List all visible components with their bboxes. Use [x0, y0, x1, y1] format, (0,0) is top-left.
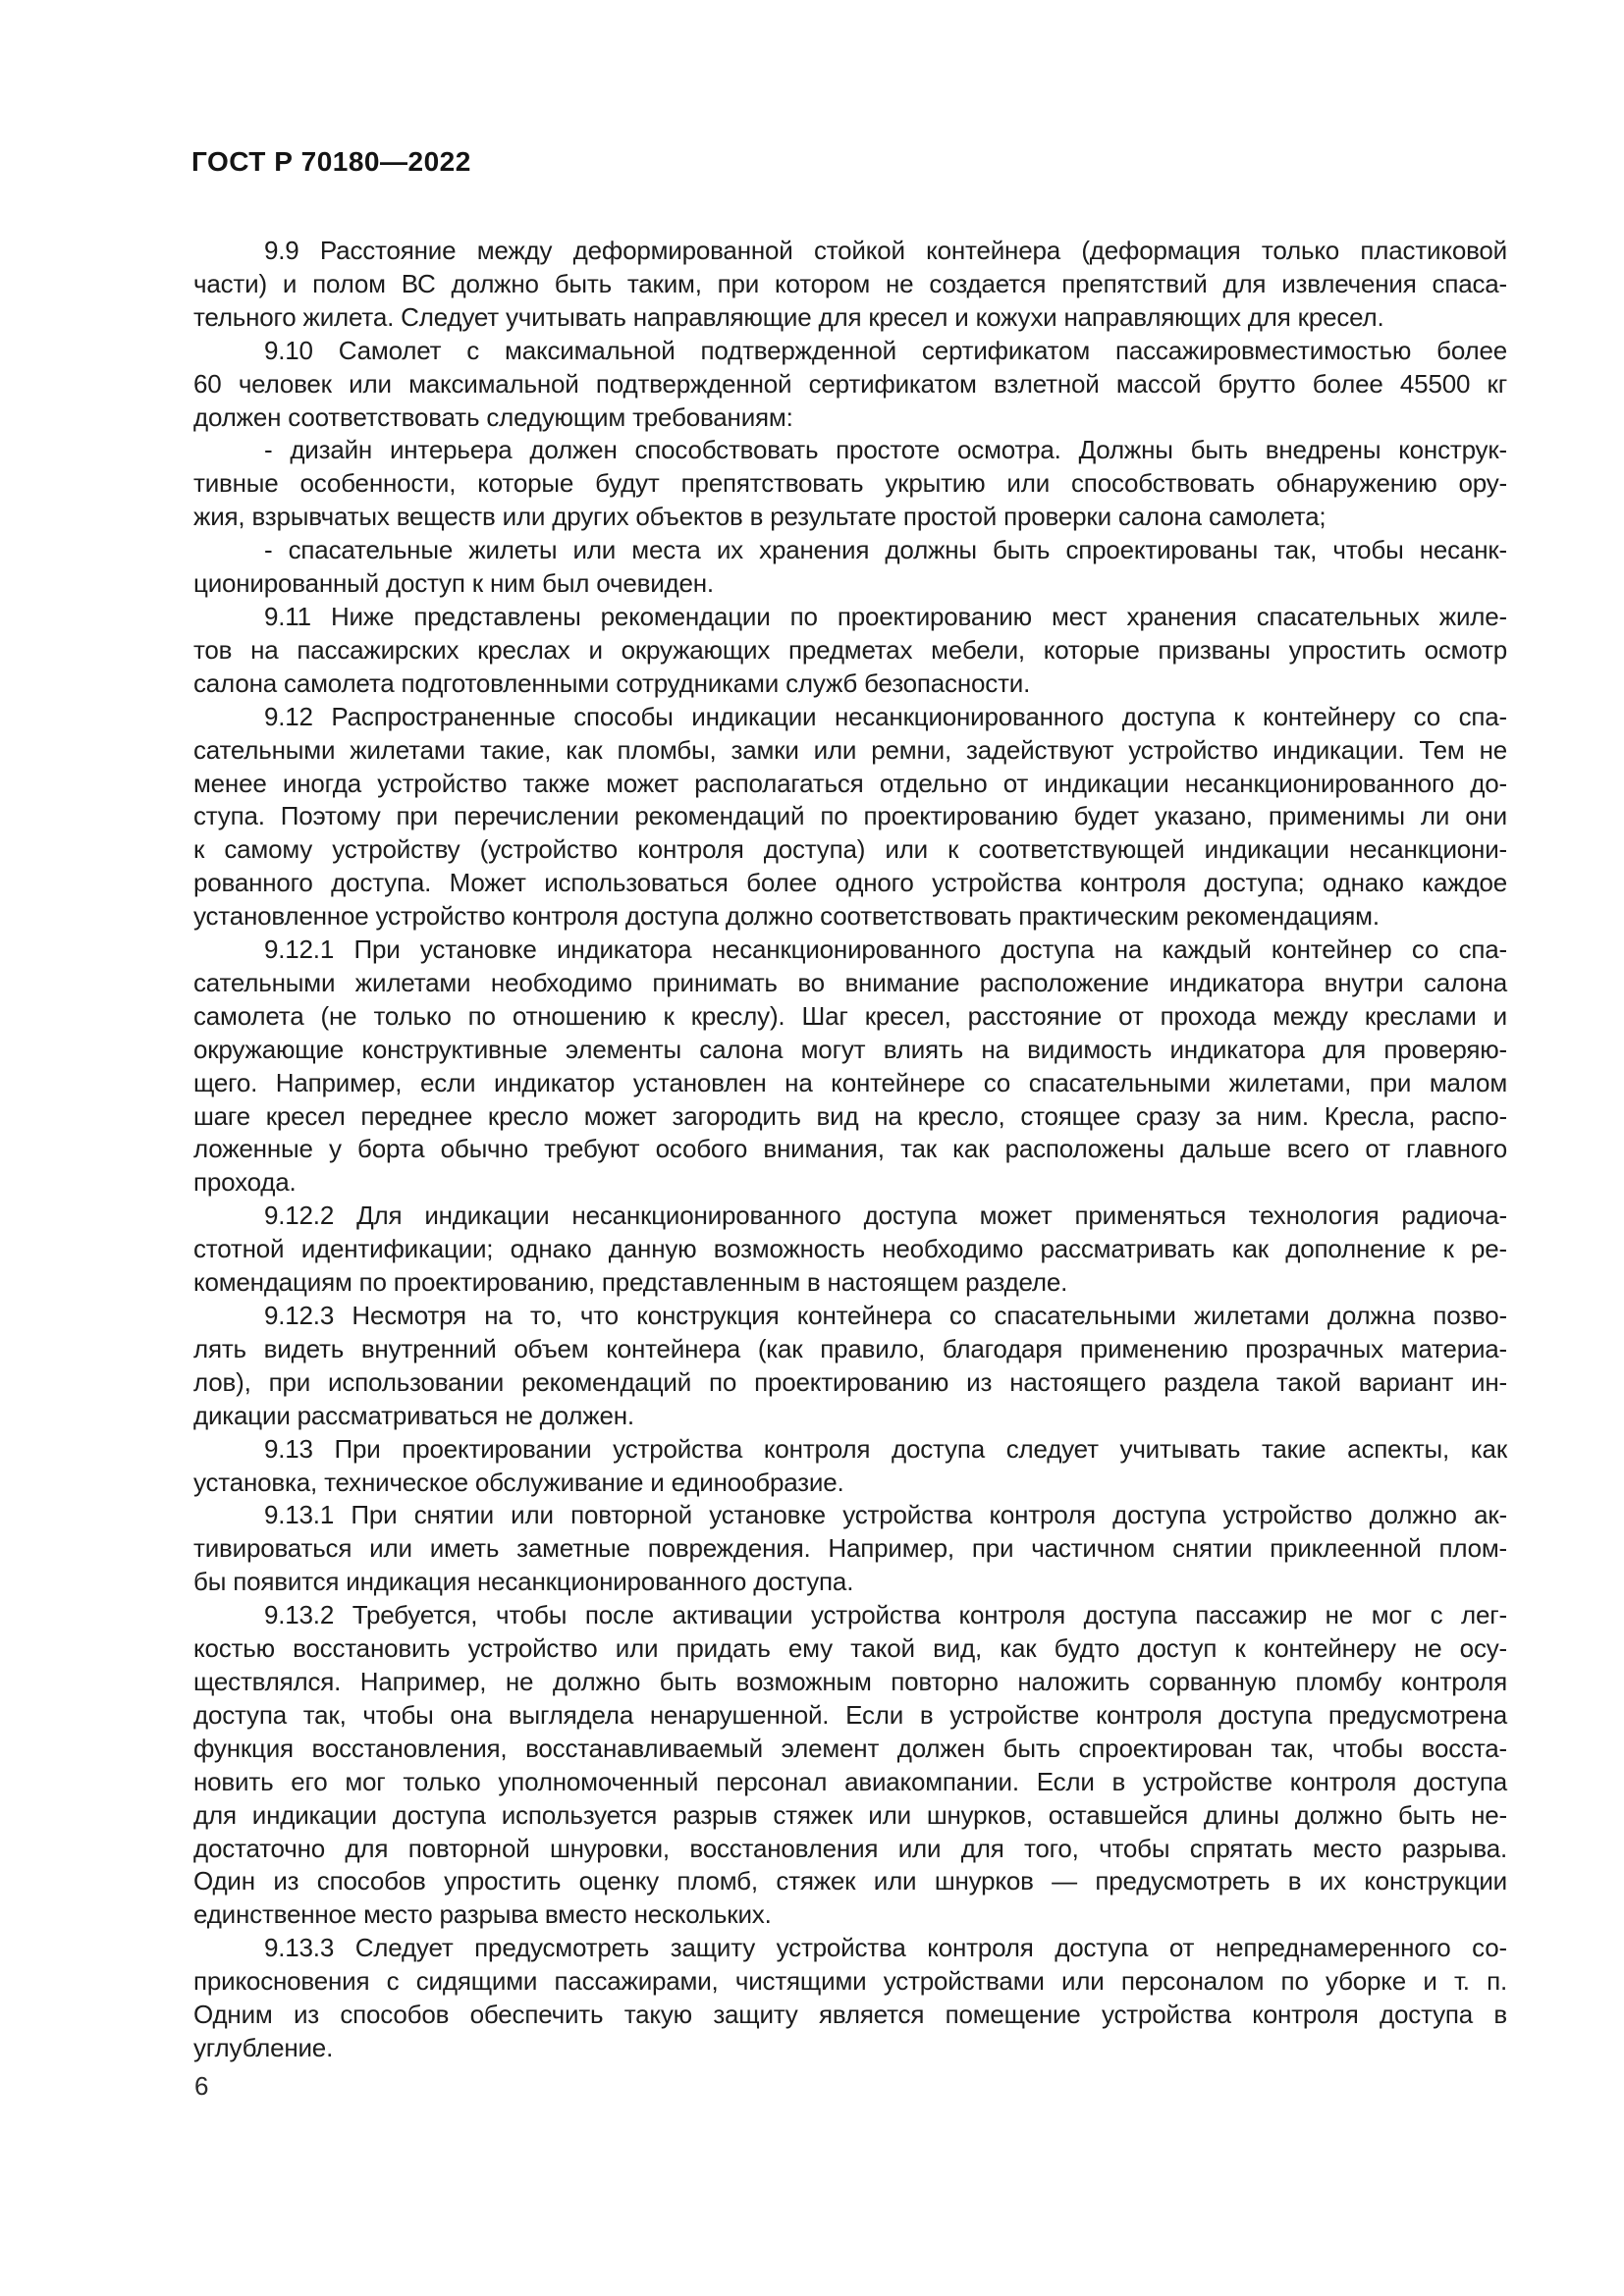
- text-line: окружающие конструктивные элементы салона могут влиять на видимость индикатора для проверяю-: [193, 1034, 1507, 1064]
- text-line: 9.9 Расстояние между деформированной стойкой контейнера (деформация только пластиковой: [264, 236, 1507, 265]
- paragraph-9.13.1: [193, 1499, 1507, 1599]
- text-line: 60 человек или максимальной подтвержденной сертификатом взлетной массой брутто более 45500 кг: [193, 368, 1507, 399]
- paragraph-9.11: [193, 601, 1507, 701]
- text-line: 9.13.1 При снятии или повторной установке устройства контроля доступа устройство должно ак-: [264, 1500, 1507, 1530]
- text-line: 9.12.2 Для индикации несанкционированного доступа может применяться технология радиоча-: [264, 1201, 1507, 1231]
- text-line: установка, техническое обслуживание и единообразие.: [193, 1467, 844, 1497]
- text-line: рованного доступа. Может использоваться более одного устройства контроля доступа; однако каждое: [193, 868, 1507, 898]
- text-line: ложенные у борта обычно требуют особого внимания, так как расположены дальше всего от главного: [193, 1134, 1507, 1164]
- text-line: щего. Например, если индикатор установлен на контейнере со спасательными жилетами, при малом: [193, 1067, 1507, 1097]
- paragraph-9.13.2: [193, 1599, 1507, 1932]
- text-line: к самому устройству (устройство контроля доступа) или к соответствующей индикации несанкциони-: [193, 834, 1507, 865]
- text-line: костью восстановить устройство или придать ему такой вид, как будто доступ к контейнеру не осу-: [193, 1633, 1507, 1664]
- text-line: сательными жилетами такие, как пломбы, замки или ремни, задействуют устройство индикации. Тем не: [193, 734, 1507, 765]
- text-line: 9.12 Распространенные способы индикации несанкционированного доступа к контейнеру со спа-: [264, 701, 1507, 731]
- text-line: углубление.: [193, 2032, 334, 2062]
- text-line: Один из способов упростить оценку пломб, стяжек или шнурков — предусмотреть в их конструкции: [193, 1866, 1507, 1896]
- text-line: для индикации доступа используется разрыв стяжек или шнурков, оставшейся длины должно быть не-: [193, 1799, 1507, 1830]
- text-line: стотной идентификации; однако данную возможность необходимо рассматривать как дополнение к ре-: [193, 1234, 1507, 1264]
- text-line: должен соответствовать следующим требованиям:: [193, 401, 793, 432]
- text-line: части) и полом ВС должно быть таким, при котором не создается препятствий для извлечения спаса-: [193, 268, 1507, 298]
- text-line: Одним из способов обеспечить такую защиту является помещение устройства контроля доступа в: [193, 2000, 1507, 2030]
- paragraph-9.13: [193, 1433, 1507, 1500]
- paragraph-9.12.1: [193, 934, 1507, 1200]
- text-line: лов), при использовании рекомендаций по проектированию из настоящего раздела такой вариант ин-: [193, 1366, 1507, 1397]
- text-line: тов на пассажирских креслах и окружающих предметах мебели, которые призваны упростить осмотр: [193, 634, 1507, 665]
- text-line: достаточно для повторной шнуровки, восстановления или для того, чтобы спрятать место разрыва.: [193, 1833, 1507, 1863]
- text-line: 9.10 Самолет с максимальной подтвержденной сертификатом пассажировместимостью более: [264, 335, 1507, 365]
- text-line: доступа так, чтобы она выглядела ненарушенной. Если в устройстве контроля доступа предусмотрена: [193, 1699, 1507, 1730]
- text-line: прохода.: [193, 1167, 297, 1198]
- text-line: новить его мог только уполномоченный персонал авиакомпании. Если в устройстве контроля доступа: [193, 1766, 1507, 1796]
- text-line: самолета (не только по отношению к креслу). Шаг кресел, расстояние от прохода между креслами и: [193, 1000, 1507, 1031]
- text-line: тивные особенности, которые будут препятствовать укрытию или способствовать обнаружению ору-: [193, 468, 1507, 499]
- text-line: салона самолета подготовленными сотрудниками служб безопасности.: [193, 667, 1031, 698]
- paragraph-bullet: [193, 434, 1507, 534]
- text-line: менее иногда устройство также может располагаться отдельно от индикации несанкционированного до-: [193, 768, 1507, 798]
- paragraph-9.12.2: [193, 1200, 1507, 1300]
- text-line: 9.13 При проектировании устройства контроля доступа следует учитывать такие аспекты, как: [264, 1433, 1507, 1464]
- text-line: 9.12.1 При установке индикатора несанкционированного доступа на каждый контейнер со спа-: [264, 934, 1507, 965]
- text-line: прикосновения с сидящими пассажирами, чистящими устройствами или персоналом по уборке и т. п.: [193, 1966, 1507, 1997]
- text-line: - спасательные жилеты или места их хранения должны быть спроектированы так, чтобы несанк-: [264, 535, 1507, 565]
- text-line: жия, взрывчатых веществ или других объектов в результате простой проверки салона самолета;: [193, 502, 1326, 532]
- text-line: лять видеть внутренний объем контейнера (как правило, благодаря применению прозрачных материа-: [193, 1333, 1507, 1363]
- text-line: бы появится индикация несанкционированного доступа.: [193, 1567, 854, 1597]
- text-line: тельного жилета. Следует учитывать направляющие для кресел и кожухи направляющих для кресел.: [193, 301, 1384, 332]
- text-line: функция восстановления, восстанавливаемый элемент должен быть спроектирован так, чтобы восста-: [193, 1733, 1507, 1763]
- document-header: ГОСТ Р 70180—2022: [191, 146, 471, 177]
- page-number: 6: [194, 2071, 209, 2101]
- document-body: [193, 235, 1507, 2065]
- text-line: ступа. Поэтому при перечислении рекомендаций по проектированию будет указано, применимы ли они: [193, 801, 1507, 831]
- paragraph-9.10: [193, 335, 1507, 435]
- paragraph-9.9: [193, 235, 1507, 335]
- text-line: установленное устройство контроля доступа должно соответствовать практическим рекомендациям.: [193, 901, 1380, 932]
- text-line: ционированный доступ к ним был очевиден.: [193, 568, 714, 599]
- text-line: 9.13.3 Следует предусмотреть защиту устройства контроля доступа от непреднамеренного со-: [264, 1933, 1507, 1963]
- text-line: дикации рассматриваться не должен.: [193, 1400, 634, 1430]
- text-line: единственное место разрыва вместо нескольких.: [193, 1899, 772, 1930]
- paragraph-9.12.3: [193, 1300, 1507, 1433]
- paragraph-9.12: [193, 701, 1507, 934]
- text-line: - дизайн интерьера должен способствовать простоте осмотра. Должны быть внедрены конструк-: [264, 435, 1507, 465]
- text-line: комендациям по проектированию, представленным в настоящем разделе.: [193, 1267, 1068, 1298]
- paragraph-9.13.3: [193, 1932, 1507, 2065]
- text-line: тивироваться или иметь заметные повреждения. Например, при частичном снятии приклеенной плом-: [193, 1533, 1507, 1564]
- text-line: 9.11 Ниже представлены рекомендации по проектированию мест хранения спасательных жиле-: [264, 601, 1507, 631]
- text-line: сательными жилетами необходимо принимать во внимание расположение индикатора внутри салона: [193, 967, 1507, 997]
- text-line: ществлялся. Например, не должно быть возможным повторно наложить сорванную пломбу контроля: [193, 1666, 1507, 1696]
- text-line: шаге кресел переднее кресло может загородить вид на кресло, стоящее сразу за ним. Кресла, распо-: [193, 1100, 1507, 1131]
- text-line: 9.12.3 Несмотря на то, что конструкция контейнера со спасательными жилетами должна позво-: [264, 1301, 1507, 1330]
- text-line: 9.13.2 Требуется, чтобы после активации устройства контроля доступа пассажир не мог с лег-: [264, 1600, 1507, 1630]
- paragraph-bullet: [193, 534, 1507, 601]
